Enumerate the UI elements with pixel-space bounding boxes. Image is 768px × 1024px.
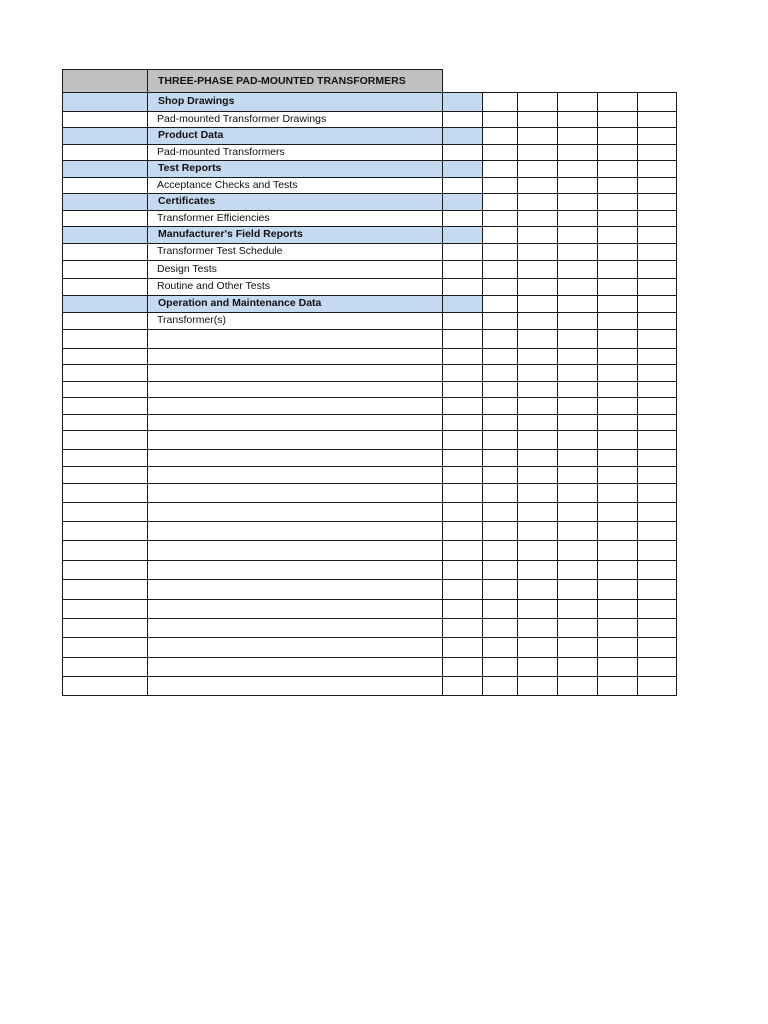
- grid-line: [62, 144, 677, 145]
- grid-line: [62, 676, 677, 677]
- item-label: Pad-mounted Transformers: [157, 146, 285, 158]
- grid-line: [442, 69, 443, 92]
- section-heading: Manufacturer's Field Reports: [158, 228, 303, 240]
- grid-line: [557, 92, 558, 696]
- grid-line: [62, 111, 677, 112]
- grid-line: [62, 521, 677, 522]
- grid-line: [62, 449, 677, 450]
- grid-line: [442, 92, 443, 696]
- item-label: Pad-mounted Transformer Drawings: [157, 113, 327, 125]
- section-heading: Shop Drawings: [158, 95, 235, 107]
- grid-line: [482, 92, 483, 696]
- grid-line: [62, 348, 677, 349]
- item-label: Transformer(s): [157, 314, 227, 326]
- section-heading: Operation and Maintenance Data: [158, 297, 322, 309]
- grid-line: [147, 69, 148, 92]
- grid-line: [62, 312, 677, 313]
- grid-line: [62, 540, 677, 541]
- grid-line: [62, 92, 677, 93]
- grid-line: [676, 92, 677, 696]
- grid-line: [62, 193, 677, 194]
- table-title: THREE-PHASE PAD-MOUNTED TRANSFORMERS: [158, 75, 406, 87]
- grid-line: [62, 69, 443, 70]
- grid-line: [62, 295, 677, 296]
- section-row-fill: [62, 92, 482, 111]
- item-label: Acceptance Checks and Tests: [157, 179, 298, 191]
- grid-line: [62, 381, 677, 382]
- grid-line: [597, 92, 598, 696]
- grid-line: [62, 414, 677, 415]
- grid-line: [62, 160, 677, 161]
- grid-line: [62, 329, 677, 330]
- grid-line: [62, 579, 677, 580]
- grid-line: [62, 618, 677, 619]
- section-row-fill: [62, 160, 482, 177]
- grid-line: [517, 92, 518, 696]
- grid-line: [62, 69, 63, 92]
- grid-line: [147, 92, 148, 696]
- item-label: Routine and Other Tests: [157, 280, 271, 292]
- section-row-fill: [62, 127, 482, 144]
- grid-line: [62, 466, 677, 467]
- section-row-fill: [62, 193, 482, 210]
- grid-line: [62, 177, 677, 178]
- grid-line: [62, 637, 677, 638]
- section-heading: Test Reports: [158, 162, 222, 174]
- item-label: Design Tests: [157, 263, 217, 275]
- section-heading: Certificates: [158, 195, 216, 207]
- grid-line: [62, 260, 677, 261]
- grid-line: [62, 226, 677, 227]
- section-heading: Product Data: [158, 129, 224, 141]
- grid-line: [62, 599, 677, 600]
- grid-line: [62, 397, 677, 398]
- item-label: Transformer Efficiencies: [157, 212, 270, 224]
- grid-line: [62, 695, 677, 696]
- grid-line: [62, 210, 677, 211]
- grid-line: [62, 127, 677, 128]
- grid-line: [637, 92, 638, 696]
- grid-line: [62, 657, 677, 658]
- grid-line: [62, 92, 63, 696]
- grid-line: [62, 430, 677, 431]
- grid-line: [62, 278, 677, 279]
- grid-line: [62, 483, 677, 484]
- grid-line: [62, 502, 677, 503]
- grid-line: [62, 243, 677, 244]
- grid-line: [62, 560, 677, 561]
- grid-line: [62, 364, 677, 365]
- item-label: Transformer Test Schedule: [157, 245, 283, 257]
